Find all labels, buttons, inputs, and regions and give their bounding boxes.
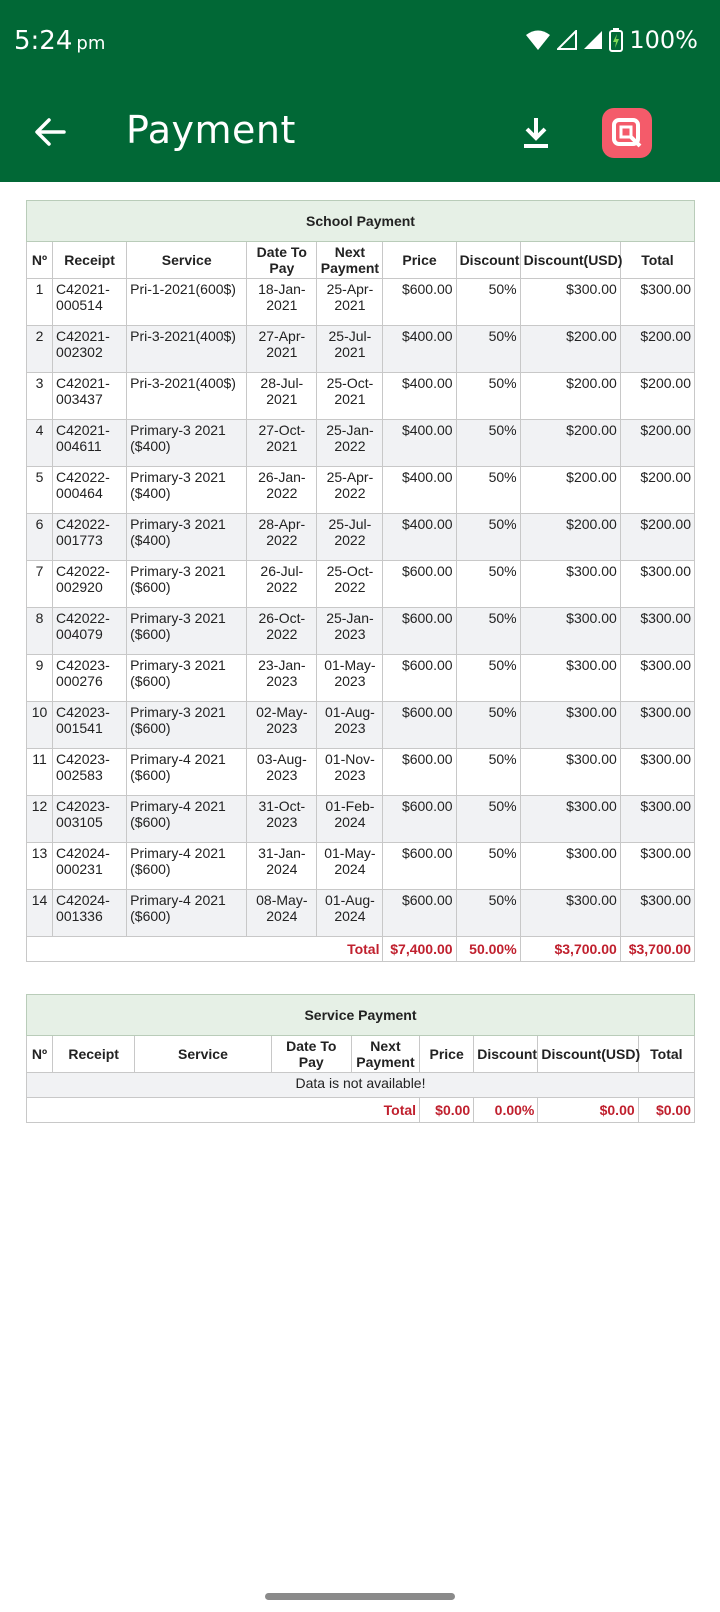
home-indicator[interactable] [265, 1593, 455, 1600]
total-cell: $300.00 [620, 843, 694, 890]
signal-icon [583, 30, 603, 50]
price-cell: $600.00 [383, 890, 456, 937]
price-cell: $400.00 [383, 467, 456, 514]
receipt-cell: C42022-000464 [53, 467, 127, 514]
total-discount: 50.00% [456, 937, 520, 962]
download-icon [516, 114, 556, 154]
next-payment-cell: 01-Nov-2023 [317, 749, 383, 796]
receipt-cell: C42024-000231 [53, 843, 127, 890]
row-number: 1 [27, 279, 53, 326]
price-cell: $600.00 [383, 796, 456, 843]
service-cell: Primary-3 2021 ($600) [127, 561, 247, 608]
discount-cell: 50% [456, 702, 520, 749]
date-to-pay-cell: 31-Jan-2024 [247, 843, 317, 890]
next-payment-cell: 25-Jan-2023 [317, 608, 383, 655]
row-number: 3 [27, 373, 53, 420]
total-cell: $300.00 [620, 749, 694, 796]
service-cell: Primary-3 2021 ($600) [127, 655, 247, 702]
date-to-pay-cell: 28-Apr-2022 [247, 514, 317, 561]
discount-usd-cell: $200.00 [520, 514, 620, 561]
discount-usd-cell: $300.00 [520, 890, 620, 937]
next-payment-cell: 01-Feb-2024 [317, 796, 383, 843]
row-number: 7 [27, 561, 53, 608]
header-receipt: Receipt [53, 1036, 135, 1073]
school-rows [27, 279, 695, 937]
receipt-cell: C42022-001773 [53, 514, 127, 561]
date-to-pay-cell: 27-Apr-2021 [247, 326, 317, 373]
row-number: 4 [27, 420, 53, 467]
total-cell: $200.00 [620, 420, 694, 467]
service-cell: Primary-3 2021 ($600) [127, 702, 247, 749]
next-payment-cell: 25-Jul-2022 [317, 514, 383, 561]
school-payment-table [26, 200, 695, 962]
total-cell: $300.00 [620, 702, 694, 749]
status-ampm: pm [76, 33, 106, 54]
total-cell: $200.00 [620, 373, 694, 420]
discount-cell: 50% [456, 420, 520, 467]
service-cell: Primary-3 2021 ($400) [127, 467, 247, 514]
next-payment-cell: 01-May-2024 [317, 843, 383, 890]
discount-usd-cell: $200.00 [520, 420, 620, 467]
service-cell: Pri-3-2021(400$) [127, 326, 247, 373]
discount-cell: 50% [456, 796, 520, 843]
next-payment-cell: 01-May-2023 [317, 655, 383, 702]
discount-cell: 50% [456, 608, 520, 655]
discount-cell: 50% [456, 561, 520, 608]
receipt-cell: C42021-004611 [53, 420, 127, 467]
service-cell: Pri-1-2021(600$) [127, 279, 247, 326]
service-cell: Primary-3 2021 ($400) [127, 420, 247, 467]
header-discount-usd: Discount(USD) [538, 1036, 638, 1073]
receipt-cell: C42022-004079 [53, 608, 127, 655]
service-cell: Primary-4 2021 ($600) [127, 749, 247, 796]
back-button[interactable] [30, 112, 70, 152]
total-cell: $300.00 [620, 608, 694, 655]
header-no: Nº [27, 1036, 53, 1073]
price-cell: $400.00 [383, 326, 456, 373]
total-cell: $200.00 [620, 326, 694, 373]
total-discount: 0.00% [474, 1098, 538, 1123]
battery-percent: 100% [629, 26, 698, 54]
service-cell: Primary-4 2021 ($600) [127, 796, 247, 843]
table-row [27, 655, 695, 702]
row-number: 14 [27, 890, 53, 937]
discount-cell: 50% [456, 467, 520, 514]
total-cell: $200.00 [620, 467, 694, 514]
table-row [27, 702, 695, 749]
status-time [14, 26, 105, 56]
header-receipt: Receipt [53, 242, 127, 279]
discount-usd-cell: $200.00 [520, 373, 620, 420]
total-cell: $300.00 [620, 796, 694, 843]
receipt-cell: C42021-003437 [53, 373, 127, 420]
receipt-cell: C42021-002302 [53, 326, 127, 373]
discount-cell: 50% [456, 326, 520, 373]
total-cell: $200.00 [620, 514, 694, 561]
discount-cell: 50% [456, 749, 520, 796]
price-cell: $400.00 [383, 420, 456, 467]
discount-usd-cell: $300.00 [520, 655, 620, 702]
service-cell: Primary-3 2021 ($600) [127, 608, 247, 655]
discount-cell: 50% [456, 890, 520, 937]
discount-usd-cell: $300.00 [520, 749, 620, 796]
next-payment-cell: 25-Oct-2021 [317, 373, 383, 420]
receipt-cell: C42022-002920 [53, 561, 127, 608]
date-to-pay-cell: 23-Jan-2023 [247, 655, 317, 702]
row-number: 10 [27, 702, 53, 749]
q-app-button[interactable] [602, 108, 652, 158]
table-row [27, 561, 695, 608]
discount-cell: 50% [456, 279, 520, 326]
price-cell: $600.00 [383, 843, 456, 890]
price-cell: $600.00 [383, 561, 456, 608]
service-cell: Primary-4 2021 ($600) [127, 890, 247, 937]
table-row [27, 608, 695, 655]
discount-usd-cell: $300.00 [520, 608, 620, 655]
total-discount-usd: $3,700.00 [520, 937, 620, 962]
row-number: 6 [27, 514, 53, 561]
row-number: 8 [27, 608, 53, 655]
header-price: Price [383, 242, 456, 279]
app-bar [0, 0, 720, 182]
receipt-cell: C42023-002583 [53, 749, 127, 796]
date-to-pay-cell: 28-Jul-2021 [247, 373, 317, 420]
header-date-to-pay: Date To Pay [271, 1036, 351, 1073]
price-cell: $600.00 [383, 279, 456, 326]
price-cell: $600.00 [383, 655, 456, 702]
service-payment-caption: Service Payment [27, 995, 695, 1036]
total-cell: $300.00 [620, 561, 694, 608]
status-icons [525, 26, 698, 54]
next-payment-cell: 25-Apr-2021 [317, 279, 383, 326]
total-amount: $3,700.00 [620, 937, 694, 962]
table-row [27, 843, 695, 890]
discount-usd-cell: $300.00 [520, 796, 620, 843]
receipt-cell: C42023-003105 [53, 796, 127, 843]
row-number: 9 [27, 655, 53, 702]
receipt-cell: C42023-000276 [53, 655, 127, 702]
receipt-cell: C42024-001336 [53, 890, 127, 937]
row-number: 2 [27, 326, 53, 373]
table-row [27, 326, 695, 373]
total-amount: $0.00 [638, 1098, 694, 1123]
discount-cell: 50% [456, 655, 520, 702]
date-to-pay-cell: 02-May-2023 [247, 702, 317, 749]
header-service: Service [127, 242, 247, 279]
total-discount-usd: $0.00 [538, 1098, 638, 1123]
price-cell: $400.00 [383, 514, 456, 561]
price-cell: $600.00 [383, 749, 456, 796]
row-number: 11 [27, 749, 53, 796]
discount-usd-cell: $300.00 [520, 702, 620, 749]
service-total-row [27, 1098, 695, 1123]
date-to-pay-cell: 31-Oct-2023 [247, 796, 317, 843]
total-label: Total [27, 1098, 420, 1123]
row-number: 13 [27, 843, 53, 890]
table-row [27, 279, 695, 326]
signal-outline-icon [557, 30, 577, 50]
date-to-pay-cell: 18-Jan-2021 [247, 279, 317, 326]
date-to-pay-cell: 03-Aug-2023 [247, 749, 317, 796]
next-payment-cell: 01-Aug-2024 [317, 890, 383, 937]
table-row [27, 514, 695, 561]
download-button[interactable] [516, 114, 556, 154]
header-service: Service [135, 1036, 271, 1073]
next-payment-cell: 25-Apr-2022 [317, 467, 383, 514]
service-payment-table [26, 994, 695, 1123]
discount-usd-cell: $300.00 [520, 561, 620, 608]
header-date-to-pay: Date To Pay [247, 242, 317, 279]
header-price: Price [420, 1036, 474, 1073]
page-title: Payment [126, 108, 296, 152]
school-total-row [27, 937, 695, 962]
table-row [27, 467, 695, 514]
back-arrow-icon [30, 112, 70, 152]
total-label: Total [27, 937, 383, 962]
discount-cell: 50% [456, 373, 520, 420]
row-number: 12 [27, 796, 53, 843]
discount-usd-cell: $300.00 [520, 843, 620, 890]
table-row [27, 749, 695, 796]
total-cell: $300.00 [620, 279, 694, 326]
discount-usd-cell: $200.00 [520, 326, 620, 373]
price-cell: $600.00 [383, 608, 456, 655]
header-total: Total [620, 242, 694, 279]
total-cell: $300.00 [620, 655, 694, 702]
row-number: 5 [27, 467, 53, 514]
receipt-cell: C42021-000514 [53, 279, 127, 326]
discount-cell: 50% [456, 514, 520, 561]
price-cell: $400.00 [383, 373, 456, 420]
next-payment-cell: 25-Oct-2022 [317, 561, 383, 608]
battery-icon [609, 28, 623, 52]
service-cell: Pri-3-2021(400$) [127, 373, 247, 420]
table-header-row [27, 242, 695, 279]
date-to-pay-cell: 27-Oct-2021 [247, 420, 317, 467]
header-discount-usd: Discount(USD) [520, 242, 620, 279]
header-no: Nº [27, 242, 53, 279]
total-price: $0.00 [420, 1098, 474, 1123]
next-payment-cell: 01-Aug-2023 [317, 702, 383, 749]
date-to-pay-cell: 26-Oct-2022 [247, 608, 317, 655]
service-cell: Primary-3 2021 ($400) [127, 514, 247, 561]
total-price: $7,400.00 [383, 937, 456, 962]
service-cell: Primary-4 2021 ($600) [127, 843, 247, 890]
table-row [27, 796, 695, 843]
status-time-value: 5:24 [14, 26, 73, 56]
header-next-payment: Next Payment [351, 1036, 419, 1073]
header-next-payment: Next Payment [317, 242, 383, 279]
price-cell: $600.00 [383, 702, 456, 749]
date-to-pay-cell: 26-Jul-2022 [247, 561, 317, 608]
discount-usd-cell: $300.00 [520, 279, 620, 326]
discount-usd-cell: $200.00 [520, 467, 620, 514]
table-row [27, 373, 695, 420]
date-to-pay-cell: 26-Jan-2022 [247, 467, 317, 514]
date-to-pay-cell: 08-May-2024 [247, 890, 317, 937]
total-cell: $300.00 [620, 890, 694, 937]
receipt-cell: C42023-001541 [53, 702, 127, 749]
school-payment-caption: School Payment [27, 201, 695, 242]
table-row [27, 890, 695, 937]
q-app-icon [610, 116, 644, 150]
wifi-icon [525, 29, 551, 51]
next-payment-cell: 25-Jul-2021 [317, 326, 383, 373]
header-discount: Discount [474, 1036, 538, 1073]
table-header-row [27, 1036, 695, 1073]
next-payment-cell: 25-Jan-2022 [317, 420, 383, 467]
table-row [27, 420, 695, 467]
discount-cell: 50% [456, 843, 520, 890]
empty-message: Data is not available! [27, 1073, 695, 1098]
empty-row [27, 1073, 695, 1098]
header-discount: Discount [456, 242, 520, 279]
header-total: Total [638, 1036, 694, 1073]
